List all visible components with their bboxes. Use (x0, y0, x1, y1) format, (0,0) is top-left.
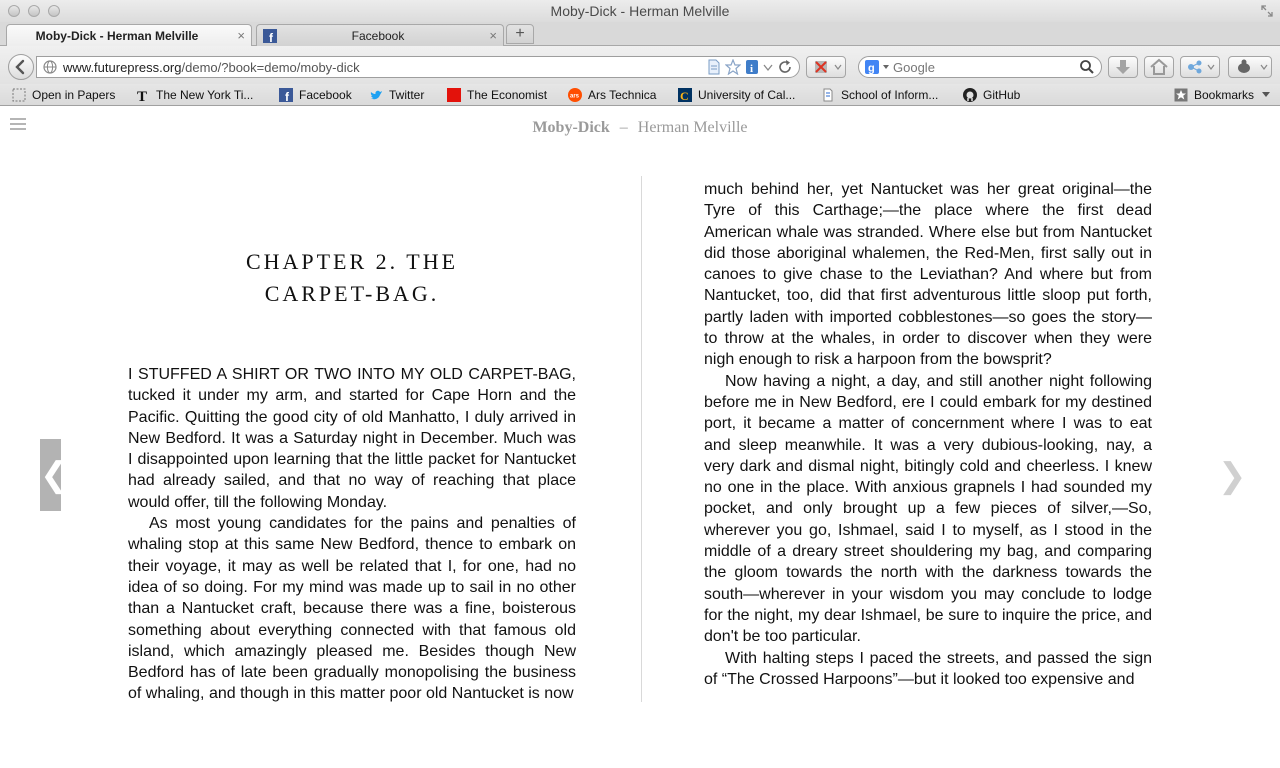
svg-text:T: T (137, 89, 148, 102)
chapter-heading-line1: CHAPTER 2. THE (245, 249, 459, 274)
reader-page-icon[interactable] (707, 59, 721, 75)
navigation-toolbar (0, 46, 1280, 84)
title-separator: – (619, 119, 628, 136)
bookmark-label: The Economist (467, 88, 548, 102)
bookmarks-toolbar (0, 84, 1280, 106)
back-arrow-icon (9, 55, 33, 79)
book-title: Moby-Dick (532, 119, 610, 136)
paragraph: As most young candidates for the pains and penalties of whaling stop at this same New Bedford, thence to embark on their voyage, it may as well be related that I, for one, had no idea of so doing. For my mind was made up to sail in no other than a Nantucket craft, because there was a fine, boisterous something about everything connected with that famous old island, which amazingly pleased me. Besides though New Bedford has of late been gradually monopolising the business of whaling, and though in this matter poor old Nantucket is now (128, 515, 576, 703)
paragraph: much behind her, yet Nantucket was her great original—the Tyre of this Carthage;—the place where the first dead American whale was stranded. Where else but from Nantucket did those aboriginal whalemen, the Red-Men, first sally out in canoes to give chase to the Leviathan? And where but from Nantucket, too, did that first adventurous little sloop put forth, partly laden with imported cobblestones—so goes the story—to throw at the whales, in order to discover when they were nigh enough to risk a harpoon from the bowsprit? (704, 181, 1152, 369)
url-path: /demo/?book=demo/moby-dick (181, 60, 360, 75)
nyt-icon (136, 88, 150, 102)
book-author: Herman Melville (637, 119, 748, 136)
svg-text:C: C (680, 89, 689, 102)
berkeley-icon (678, 88, 692, 102)
tab-strip (0, 22, 1280, 46)
firebug-button[interactable] (1228, 56, 1272, 78)
addon-button[interactable] (1180, 56, 1220, 78)
github-icon (963, 88, 977, 102)
fullscreen-icon[interactable] (1260, 4, 1274, 18)
left-page-text (128, 364, 576, 705)
new-tab-button[interactable]: + (506, 24, 534, 44)
bookmark-label: University of Cal... (698, 88, 796, 102)
ars-icon (568, 88, 582, 102)
svg-text:f: f (269, 31, 273, 43)
svg-text:ars: ars (570, 93, 580, 100)
dropdown-arrow-icon[interactable] (763, 59, 773, 75)
tab-label: Facebook (351, 29, 405, 43)
tab-close-icon[interactable]: × (489, 28, 497, 43)
info-icon[interactable] (745, 59, 759, 75)
dotted-square-icon (12, 88, 26, 102)
url-text[interactable] (63, 60, 360, 75)
svg-text:i: i (750, 63, 754, 75)
bookmark-label: Ars Technica (588, 88, 657, 102)
facebook-icon (263, 29, 277, 43)
url-domain: www.futurepress.org (63, 60, 182, 75)
downloads-button[interactable] (1108, 56, 1138, 78)
url-bar[interactable] (36, 56, 800, 78)
prev-page-button[interactable]: ❮ (40, 439, 61, 511)
bookmark-label: Facebook (299, 88, 352, 102)
bookmarks-menu-label: Bookmarks (1194, 88, 1255, 102)
search-placeholder: Google (893, 60, 935, 75)
paragraph: I STUFFED A SHIRT OR TWO INTO MY OLD CARPET-BAG, tucked it under my arm, and started for Cape Horn and the Pacific. Quitting the good city of old Manhatto, I duly arrived in New Bedford. It was a Saturday night in December. Much was I disappointed upon learning that the little packet for Nantucket had already sailed, and that no way of reaching that place would offer, till the following Monday. (128, 366, 576, 511)
download-arrow-icon (1109, 57, 1137, 77)
bookmark-label: The New York Ti... (156, 88, 254, 102)
reader-view (0, 106, 1280, 768)
twitter-icon (369, 88, 383, 102)
chapter-heading (128, 246, 576, 310)
tab-close-icon[interactable]: × (237, 28, 245, 43)
search-bar[interactable] (858, 56, 1102, 78)
bookmark-label: School of Inform... (841, 88, 939, 102)
network-addon-icon (1181, 57, 1219, 77)
bug-icon (1229, 57, 1271, 77)
globe-icon (43, 60, 57, 74)
bookmark-label: GitHub (983, 88, 1021, 102)
google-engine-icon[interactable] (863, 58, 891, 76)
bookmarks-star-icon (1174, 88, 1188, 102)
paragraph: With halting steps I paced the streets, and passed the sign of “The Crossed Harpoons”—but it looked too expensive and (704, 649, 1152, 688)
home-button[interactable] (1144, 56, 1174, 78)
svg-text:g: g (868, 62, 875, 75)
chapter-heading-line2: CARPET-BAG. (264, 281, 440, 306)
economist-icon (447, 88, 461, 102)
tab-moby-dick[interactable] (6, 24, 252, 47)
page-divider (641, 176, 642, 702)
window-titlebar (0, 0, 1280, 22)
svg-text:f: f (285, 90, 289, 102)
search-icon[interactable] (1079, 59, 1095, 75)
page-icon (821, 88, 835, 102)
back-button[interactable] (8, 54, 34, 80)
tab-label: Moby-Dick - Herman Melville (35, 29, 199, 43)
adblock-button[interactable] (806, 56, 846, 78)
blocked-plugin-icon (807, 57, 845, 77)
paragraph: Now having a night, a day, and still another night following before me in New Bedford, ere I could embark for my destined port, it became a matter of concernment where I was to eat and sleep meanwhile. It was a very dubious-looking, nay, a very dark and dismal night, bitingly cold and cheerless. I knew no one in the place. With anxious grapnels I had sounded my pocket, and only brought up a few pieces of silver,—So, wherever you go, Ishmael, said I to myself, as I stood in the middle of a dreary street shouldering my bag, and comparing the gloom towards the north with the darkness towards the south—wherever in your wisdom you may conclude to lodge for the night, my dear Ishmael, be sure to inquire the price, and don't be too particular. (704, 372, 1152, 646)
bookmark-label: Twitter (389, 88, 425, 102)
book-header (0, 119, 1280, 137)
right-page (704, 179, 1152, 690)
bookmark-label: Open in Papers (32, 88, 116, 102)
reload-icon[interactable] (777, 59, 793, 75)
chevron-down-icon (1262, 92, 1270, 98)
next-page-button[interactable]: ❯ (1218, 457, 1247, 495)
home-icon (1145, 57, 1173, 77)
star-bookmark-icon[interactable] (725, 59, 741, 75)
window-title: Moby-Dick - Herman Melville (550, 3, 730, 19)
left-page (128, 246, 576, 310)
tab-facebook[interactable] (256, 24, 504, 46)
facebook-icon (279, 88, 293, 102)
